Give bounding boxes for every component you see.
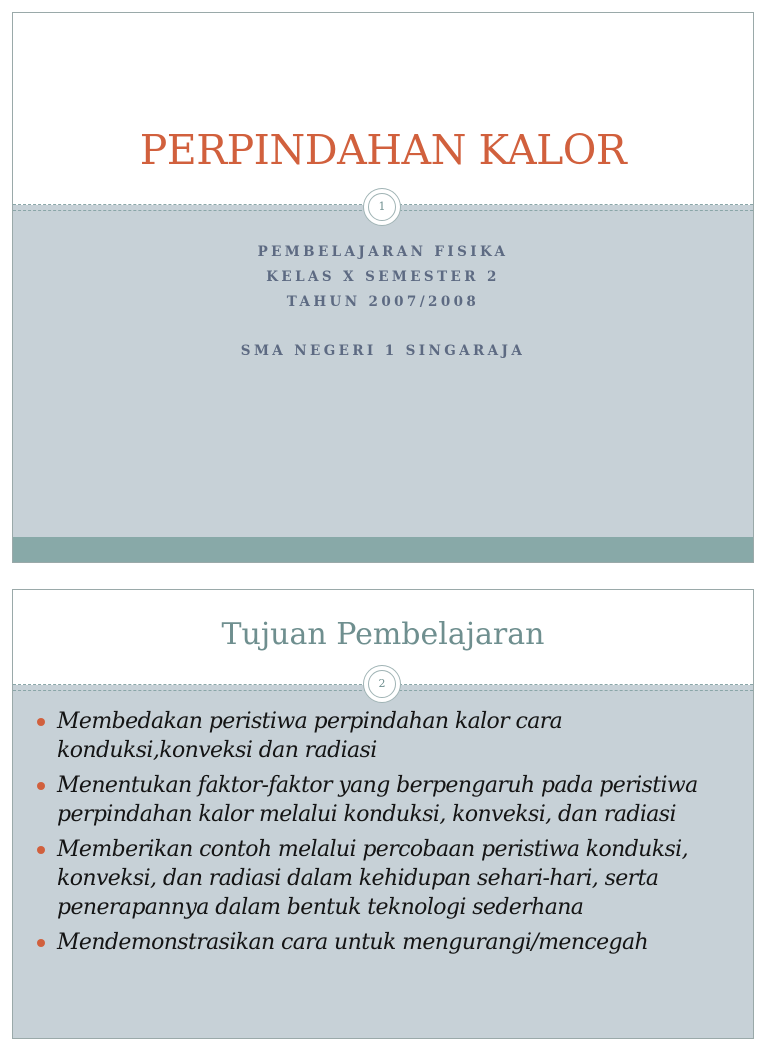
- slide-1-bottom-band: [13, 537, 753, 562]
- page-number-badge: [364, 189, 400, 225]
- list-item: [13, 835, 753, 922]
- list-item-text: Membedakan peristiwa perpindahan kalor cara konduksi,konveksi dan radiasi: [57, 709, 563, 763]
- subtitle-line: PEMBELAJARAN FISIKA: [257, 244, 509, 260]
- list-item-text: Memberikan contoh melalui percobaan peristiwa konduksi, konveksi, dan radiasi dalam kehidupan sehari-hari, serta penerapannya dalam bentuk teknologi sederhana: [57, 837, 688, 920]
- list-item-text: Mendemonstrasikan cara untuk mengurangi/mencegah: [57, 930, 649, 955]
- bullet-icon: [37, 718, 45, 726]
- page-number: 2: [368, 670, 396, 698]
- list-item: [13, 771, 753, 829]
- page-number: 1: [368, 193, 396, 221]
- slide-1-subtitle: [13, 240, 753, 364]
- subtitle-line: KELAS X SEMESTER 2: [266, 269, 500, 285]
- slide-2-title: Tujuan Pembelajaran: [221, 617, 545, 652]
- list-item-text: Menentukan faktor-faktor yang berpengaruh pada peristiwa perpindahan kalor melalui konduksi, konveksi, dan radiasi: [57, 773, 698, 827]
- page-number-badge: [364, 666, 400, 702]
- objectives-list: [13, 707, 753, 963]
- slide-1-title-area: [13, 13, 753, 205]
- bullet-icon: [37, 782, 45, 790]
- bullet-icon: [37, 939, 45, 947]
- slide-2: [12, 589, 754, 1039]
- subtitle-line: TAHUN 2007/2008: [286, 294, 480, 310]
- list-item: [13, 707, 753, 765]
- list-item: [13, 928, 753, 957]
- school-name: SMA NEGERI 1 SINGARAJA: [240, 343, 526, 359]
- bullet-icon: [37, 846, 45, 854]
- slide-1: [12, 12, 754, 563]
- slide-1-title: PERPINDAHAN KALOR: [139, 126, 627, 174]
